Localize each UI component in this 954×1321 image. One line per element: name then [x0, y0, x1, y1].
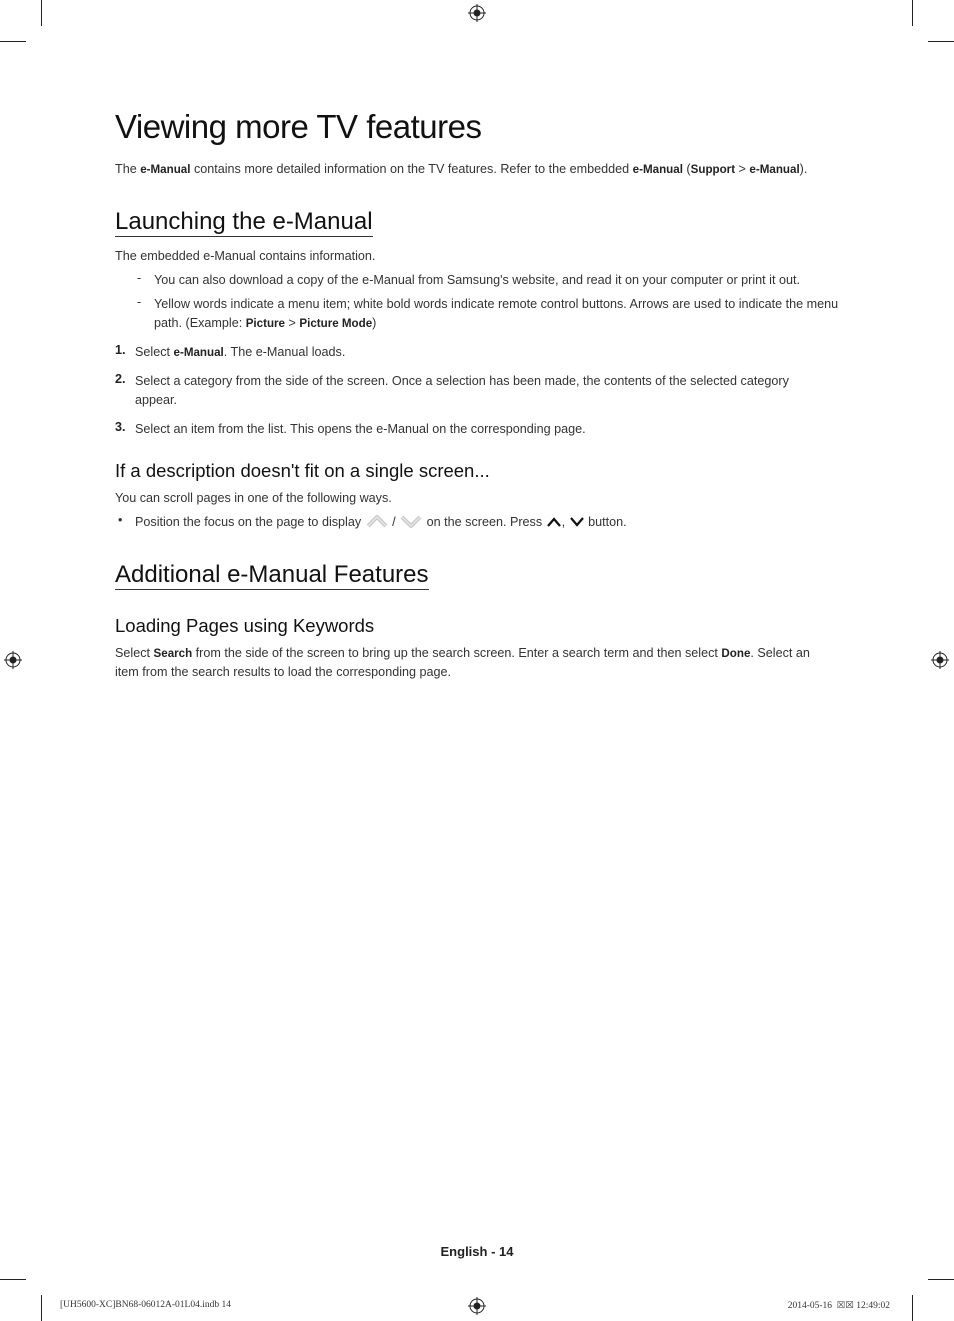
step-number: 2.	[115, 372, 126, 386]
crop-mark	[912, 0, 913, 26]
menu-keyword: Picture	[245, 317, 286, 330]
section-lead: The embedded e-Manual contains information.	[115, 249, 376, 263]
scroll-down-arrow-icon	[399, 513, 423, 529]
crop-mark	[928, 41, 954, 42]
step-3: Select an item from the list. This opens the e-Manual on the corresponding page.	[135, 422, 586, 436]
menu-keyword: e-Manual	[632, 163, 683, 176]
note-text: Yellow words indicate a menu item; white bold words indicate remote control buttons. Arrows are used to indicate the menu path. (Example:	[154, 297, 839, 330]
keywords-paragraph	[115, 644, 835, 682]
bullet-text: button.	[584, 515, 627, 529]
crop-mark	[0, 1279, 26, 1280]
step-2: Select a category from the side of the screen. Once a selection has been made, the contents of the selected category appear.	[135, 374, 789, 407]
step-text: . The e-Manual loads.	[223, 345, 346, 359]
scroll-up-arrow-icon	[365, 513, 389, 529]
step-number: 1.	[115, 343, 126, 357]
note-dash: -	[137, 295, 142, 309]
crop-mark	[41, 1295, 42, 1321]
step-number: 3.	[115, 420, 126, 434]
menu-keyword: Search	[153, 647, 193, 660]
note-dash: -	[137, 271, 142, 285]
menu-keyword: e-Manual	[140, 163, 191, 176]
step-1	[135, 343, 835, 362]
menu-keyword: e-Manual	[173, 346, 224, 359]
intro-text: The	[115, 162, 141, 176]
menu-keyword: e-Manual	[749, 163, 800, 176]
bullet-text: /	[388, 515, 400, 529]
subheading-keywords: Loading Pages using Keywords	[115, 615, 375, 636]
note-text: )	[372, 316, 377, 330]
crop-mark	[912, 1295, 913, 1321]
intro-text: >	[735, 162, 750, 176]
scroll-bullet	[135, 513, 835, 532]
keywords-text: from the side of the screen to bring up the search screen. Enter a search term and then select	[192, 646, 722, 660]
menu-keyword: Picture Mode	[299, 317, 373, 330]
bullet-text: ,	[561, 515, 569, 529]
menu-keyword: Support	[690, 163, 736, 176]
crop-mark	[41, 0, 42, 26]
crop-mark	[928, 1279, 954, 1280]
menu-keyword: Done	[721, 647, 751, 660]
step-text: Select	[135, 345, 174, 359]
section-heading-launching: Launching the e-Manual	[115, 208, 373, 235]
keywords-text: . Select an item from the search results to load the corresponding page.	[115, 646, 810, 679]
registration-mark-icon	[931, 651, 949, 669]
bullet-text: on the screen. Press	[423, 515, 546, 529]
intro-text: (	[682, 162, 691, 176]
page-footer: English - 14	[440, 1244, 514, 1259]
subheading-description: If a description doesn't fit on a single screen...	[115, 460, 490, 481]
intro-text: ).	[799, 162, 808, 176]
note-text: >	[285, 316, 300, 330]
print-slug-right: 2014-05-16 ☒☒ 12:49:02	[787, 1301, 890, 1311]
section-heading-additional: Additional e-Manual Features	[115, 561, 429, 588]
page-title: Viewing more TV features	[115, 108, 482, 145]
crop-mark	[0, 41, 26, 42]
bullet-dot: •	[118, 513, 123, 527]
intro-paragraph	[115, 160, 855, 179]
keywords-text: Select	[115, 646, 154, 660]
registration-mark-icon	[468, 4, 486, 22]
note-menu-words	[154, 295, 844, 333]
down-button-icon	[569, 515, 585, 529]
registration-mark-icon	[468, 1297, 486, 1315]
up-button-icon	[546, 515, 562, 529]
print-slug-left: [UH5600-XC]BN68-06012A-01L04.indb 14	[60, 1300, 231, 1310]
bullet-text: Position the focus on the page to display	[135, 515, 365, 529]
registration-mark-icon	[4, 651, 22, 669]
note-download: You can also download a copy of the e-Manual from Samsung's website, and read it on your computer or print it out.	[154, 273, 800, 287]
scroll-lead: You can scroll pages in one of the following ways.	[115, 491, 392, 505]
intro-text: contains more detailed information on the TV features. Refer to the embedded	[190, 162, 633, 176]
